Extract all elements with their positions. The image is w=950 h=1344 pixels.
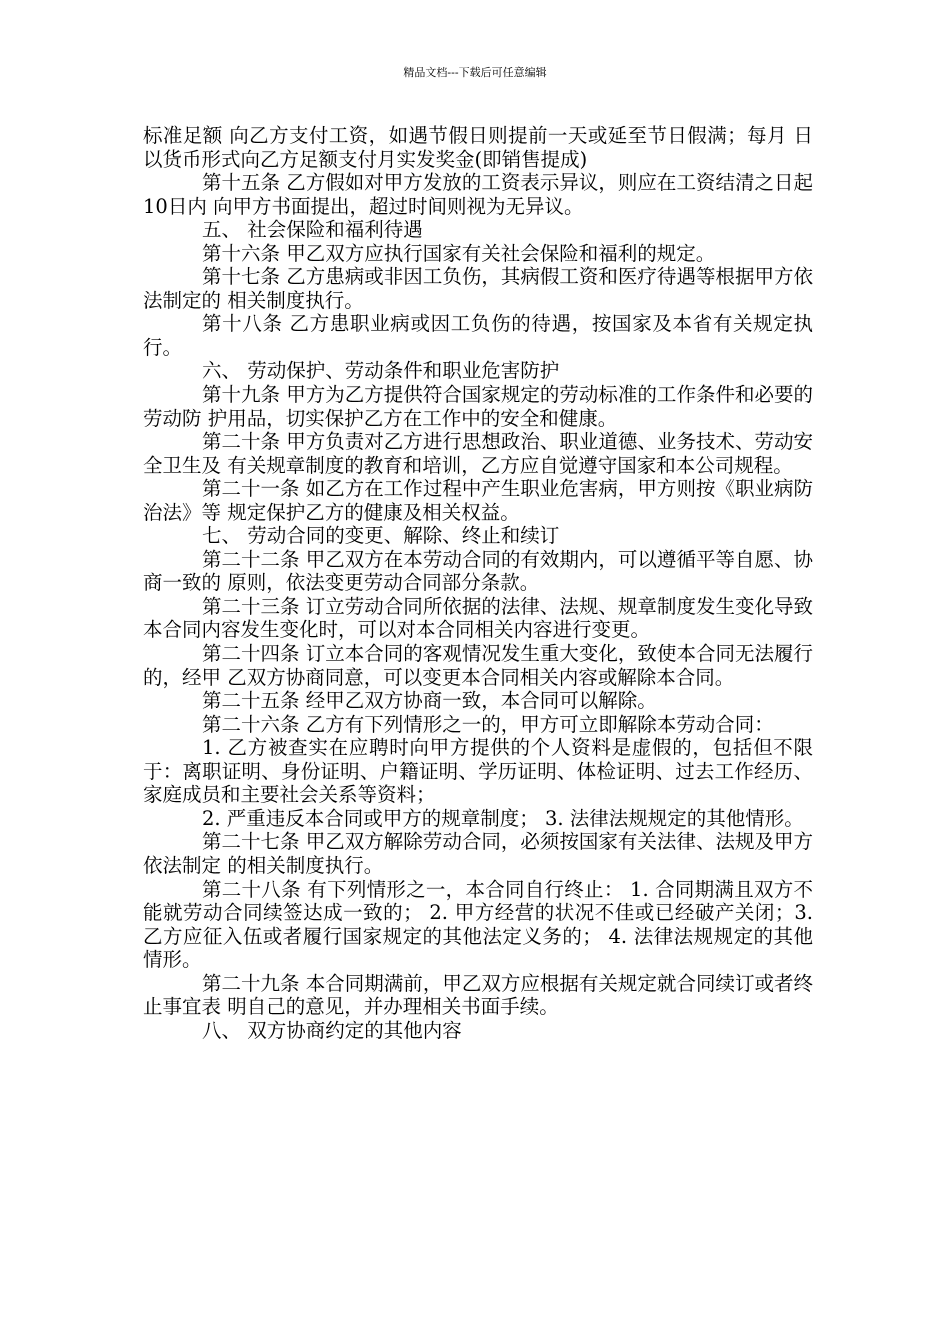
article-20: 第二十条 甲方负责对乙方进行思想政治、职业道德、业务技术、劳动安全卫生及 有关规章制度的教育和培训，乙方应自觉遵守国家和本公司规程。 <box>143 430 813 477</box>
page-header: 精品文档---下载后可任意编辑 <box>403 66 547 79</box>
article-16: 第十六条 甲乙双方应执行国家有关社会保险和福利的规定。 <box>202 241 716 265</box>
article-23: 第二十三条 订立劳动合同所依据的法律、法规、规章制度发生变化导致本合同内容发生变化时，可以对本合同相关内容进行变更。 <box>143 594 813 642</box>
article-26: 第二十六条 乙方有下列情形之一的，甲方可立即解除本劳动合同： <box>202 712 774 736</box>
article-21: 第二十一条 如乙方在工作过程中产生职业危害病，甲方则按《职业病防治法》等 规定保护乙方的健康及相关权益。 <box>143 477 813 524</box>
article-15: 第十五条 乙方假如对甲方发放的工资表示异议，则应在工资结清之日起10日内 向甲方书面提出，超过时间则视为无异议。 <box>143 171 813 218</box>
article-24: 第二十四条 订立本合同的客观情况发生重大变化，致使本合同无法履行的，经甲 乙双方协商同意，可以变更本合同相关内容或解除本合同。 <box>143 642 813 689</box>
article-17: 第十七条 乙方患病或非因工负伤，其病假工资和医疗待遇等根据甲方依法制定的 相关制度执行。 <box>143 265 813 312</box>
section-heading-8: 八、 双方协商约定的其他内容 <box>202 1018 462 1042</box>
article-22: 第二十二条 甲乙双方在本劳动合同的有效期内，可以遵循平等自愿、协商一致的 原则，依法变更劳动合同部分条款。 <box>143 547 813 595</box>
article-27: 第二十七条 甲乙双方解除劳动合同，必须按国家有关法律、法规及甲方依法制定 的相关制度执行。 <box>143 830 813 877</box>
article-29: 第二十九条 本合同期满前，甲乙双方应根据有关规定就合同续订或者终止事宜表 明自己的意见，并办理相关书面手续。 <box>143 971 813 1019</box>
article-19: 第十九条 甲方为乙方提供符合国家规定的劳动标准的工作条件和必要的劳动防 护用品，切实保护乙方在工作中的安全和健康。 <box>143 383 813 430</box>
paragraph-1: 标准足额 向乙方支付工资，如遇节假日则提前一天或延至节日假满；每月 日以货币形式向乙方足额支付月实发奖金(即销售提成) <box>143 124 813 171</box>
article-26-item-2-3: 2. 严重违反本合同或甲方的规章制度； 3. 法律法规规定的其他情形。 <box>202 806 804 830</box>
article-25: 第二十五条 经甲乙双方协商一致，本合同可以解除。 <box>202 689 657 713</box>
article-28: 第二十八条 有下列情形之一，本合同自行终止： 1. 合同期满且双方不能就劳动合同续签达成一致的； 2. 甲方经营的状况不佳或已经破产关闭；3. 乙方应征入伍或者履行国家规定的其他法定义务的； 4. 法律法规规定的其他情形。 <box>143 877 813 972</box>
section-heading-5: 五、 社会保险和福利待遇 <box>202 218 423 242</box>
article-18: 第十八条 乙方患职业病或因工负伤的待遇，按国家及本省有关规定执行。 <box>143 312 813 359</box>
section-heading-6: 六、 劳动保护、劳动条件和职业危害防护 <box>202 359 560 383</box>
document-body <box>143 124 813 1042</box>
section-heading-7: 七、 劳动合同的变更、解除、终止和续订 <box>202 524 560 548</box>
article-26-item-1: 1. 乙方被查实在应聘时向甲方提供的个人资料是虚假的，包括但不限于：离职证明、身份证明、户籍证明、学历证明、体检证明、过去工作经历、家庭成员和主要社会关系等资料； <box>143 736 813 807</box>
